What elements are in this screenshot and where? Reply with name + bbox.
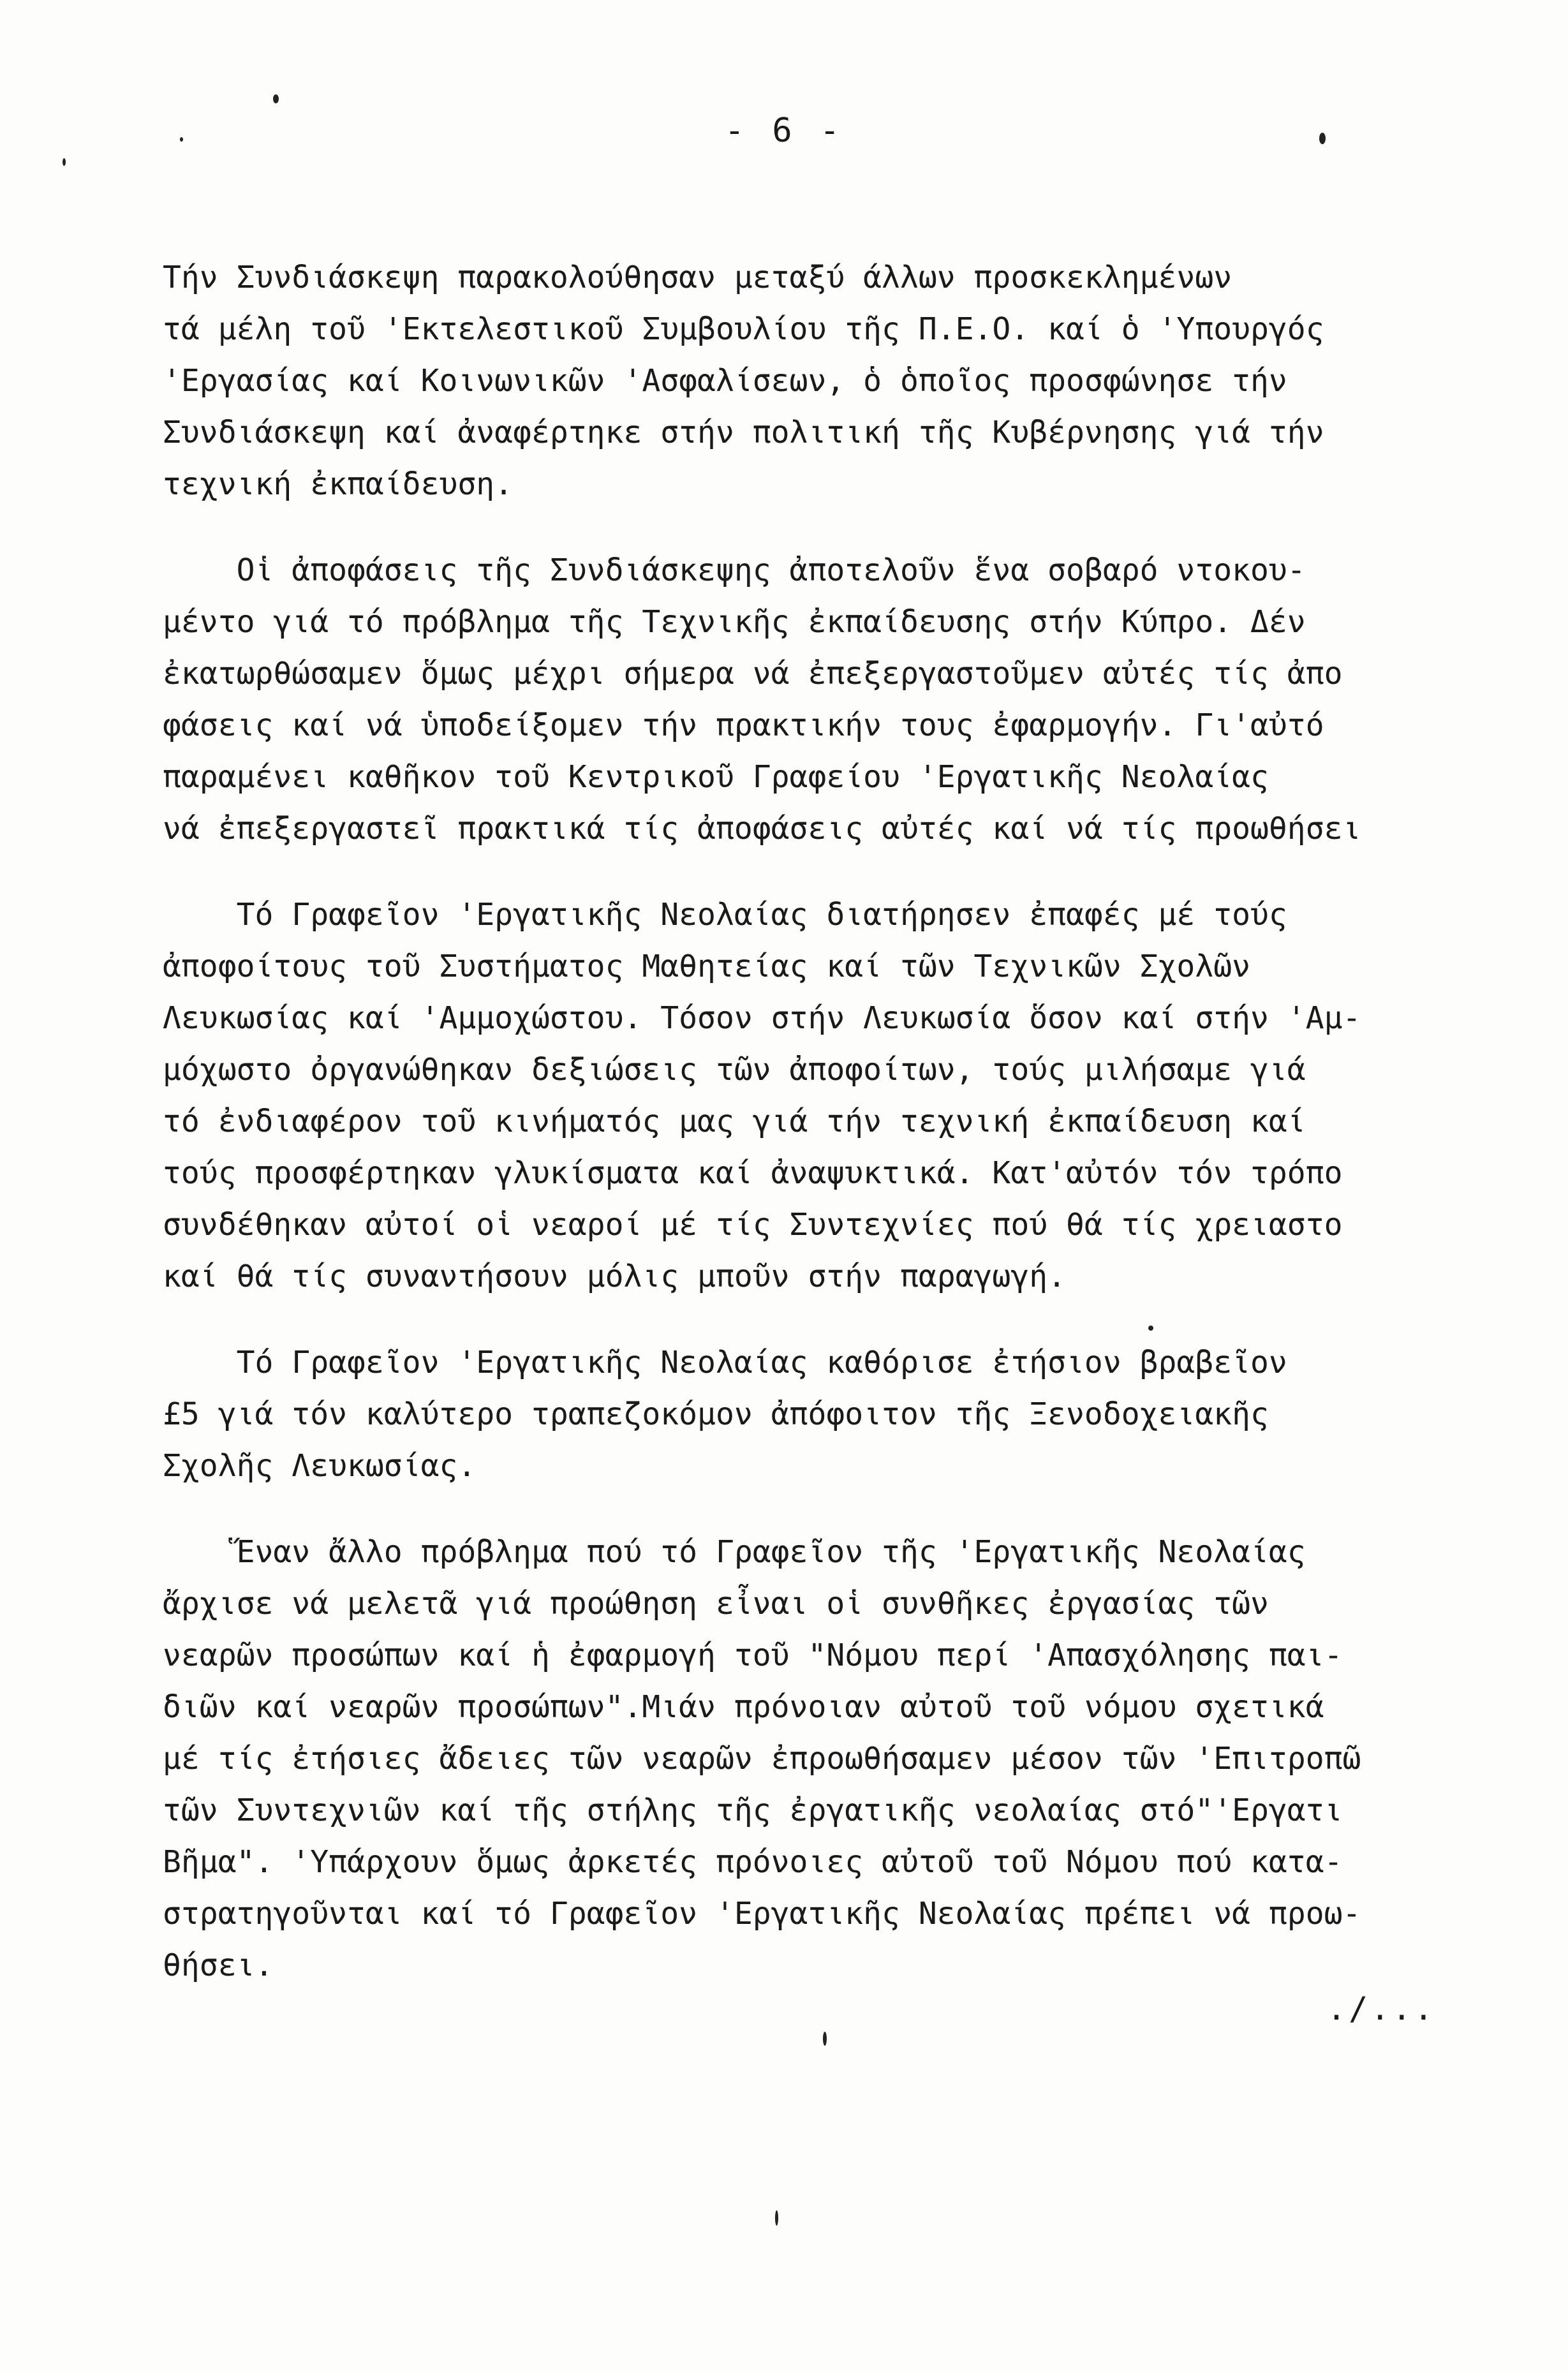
text-line: μόχωστο ὀργανώθηκαν δεξιώσεις τῶν ἀποφοίτων, τούς μιλήσαμε γιά bbox=[163, 1052, 1306, 1088]
text-line: καί θά τίς συναντήσουν μόλις μποῦν στήν παραγωγή. bbox=[163, 1259, 1067, 1294]
text-line: ἀποφοίτους τοῦ Συστήματος Μαθητείας καί τῶν Τεχνικῶν Σχολῶν bbox=[163, 949, 1251, 984]
text-line: τά μέλη τοῦ 'Εκτελεστικοῦ Συμβουλίου τῆς Π.Ε.Ο. καί ὁ 'Υπουργός bbox=[163, 311, 1324, 347]
text-line: στρατηγοῦνται καί τό Γραφεῖον 'Εργατικῆς Νεολαίας πρέπει νά προω- bbox=[163, 1896, 1361, 1932]
text-line: μέ τίς ἐτήσιες ἄδειες τῶν νεαρῶν ἐπροωθήσαμεν μέσον τῶν 'Επιτροπῶ bbox=[163, 1741, 1361, 1777]
text-line: ἄρχισε νά μελετᾶ γιά προώθηση εἶναι οἱ συνθῆκες ἐργασίας τῶν bbox=[163, 1586, 1269, 1622]
text-line: Συνδιάσκεψη καί ἀναφέρτηκε στήν πολιτική τῆς Κυβέρνησης γιά τήν bbox=[163, 415, 1324, 450]
text-line: νεαρῶν προσώπων καί ἡ ἐφαρμογή τοῦ "Νόμου περί 'Απασχόλησης παι- bbox=[163, 1637, 1343, 1673]
scan-speck bbox=[180, 137, 183, 142]
text-line: τούς προσφέρτηκαν γλυκίσματα καί ἀναψυκτικά. Κατ'αὐτόν τόν τρόπο bbox=[163, 1155, 1343, 1191]
paragraph-conference-decisions bbox=[163, 545, 1439, 855]
paragraph-annual-award bbox=[163, 1337, 1439, 1492]
text-line: νά ἐπεξεργαστεῖ πρακτικά τίς ἀποφάσεις αὐτές καί νά τίς προωθήσει bbox=[163, 811, 1361, 846]
text-line: συνδέθηκαν αὐτοί οἱ νεαροί μέ τίς Συντεχνίες πού θά τίς χρειαστο bbox=[163, 1207, 1343, 1243]
scan-speck bbox=[823, 2032, 827, 2046]
paragraph-graduate-contacts bbox=[163, 889, 1439, 1303]
text-line: Ἕναν ἄλλο πρόβλημα πού τό Γραφεῖον τῆς 'Εργατικῆς Νεολαίας bbox=[163, 1534, 1306, 1570]
text-line: φάσεις καί νά ὑποδείξομεν τήν πρακτικήν τους ἐφαρμογήν. Γι'αὐτό bbox=[163, 707, 1324, 743]
text-line: Βῆμα". 'Υπάρχουν ὅμως ἀρκετές πρόνοιες αὐτοῦ τοῦ Νόμου πού κατα- bbox=[163, 1844, 1343, 1880]
text-line: τῶν Συντεχνιῶν καί τῆς στήλης τῆς ἐργατικῆς νεολαίας στό"'Εργατι bbox=[163, 1793, 1343, 1828]
scan-speck bbox=[273, 94, 279, 103]
scan-speck bbox=[1319, 133, 1326, 144]
text-line: μέντο γιά τό πρόβλημα τῆς Τεχνικῆς ἐκπαίδευσης στήν Κύπρο. Δέν bbox=[163, 604, 1306, 640]
text-line: Τό Γραφεῖον 'Εργατικῆς Νεολαίας διατήρησεν ἐπαφές μέ τούς bbox=[163, 897, 1287, 933]
paragraph-conference-attendees bbox=[163, 252, 1439, 510]
scan-speck bbox=[1148, 1326, 1153, 1331]
text-line: £5 γιά τόν καλύτερο τραπεζοκόμον ἀπόφοιτον τῆς Ξενοδοχειακῆς bbox=[163, 1396, 1269, 1432]
text-line: διῶν καί νεαρῶν προσώπων".Μιάν πρόνοιαν αὐτοῦ τοῦ νόμου σχετικά bbox=[163, 1689, 1324, 1725]
continuation-mark: ./... bbox=[1327, 1990, 1436, 2027]
page-number: - 6 - bbox=[724, 112, 844, 150]
text-line: τεχνική ἐκπαίδευση. bbox=[163, 466, 514, 502]
text-line: Τήν Συνδιάσκεψη παρακολούθησαν μεταξύ άλλων προσκεκλημένων bbox=[163, 260, 1232, 295]
text-line: παραμένει καθῆκον τοῦ Κεντρικοῦ Γραφείου 'Εργατικῆς Νεολαίας bbox=[163, 759, 1269, 795]
text-line: θήσει. bbox=[163, 1948, 274, 1983]
text-line: Λευκωσίας καί 'Αμμοχώστου. Τόσον στήν Λευκωσία ὅσον καί στήν 'Αμ- bbox=[163, 1000, 1361, 1036]
text-line: Σχολῆς Λευκωσίας. bbox=[163, 1448, 477, 1484]
paragraph-working-conditions bbox=[163, 1527, 1439, 1992]
text-line: τό ἐνδιαφέρον τοῦ κινήματός μας γιά τήν τεχνική ἐκπαίδευση καί bbox=[163, 1104, 1306, 1139]
scan-speck bbox=[775, 2210, 778, 2226]
text-line: Οἱ ἀποφάσεις τῆς Συνδιάσκεψης ἀποτελοῦν ἕνα σοβαρό ντοκου- bbox=[163, 552, 1306, 588]
document-body bbox=[163, 252, 1439, 1992]
text-line: 'Εργασίας καί Κοινωνικῶν 'Ασφαλίσεων, ὁ ὁποῖος προσφώνησε τήν bbox=[163, 363, 1287, 399]
text-line: Τό Γραφεῖον 'Εργατικῆς Νεολαίας καθόρισε ἐτήσιον βραβεῖον bbox=[163, 1345, 1287, 1380]
text-line: ἐκατωρθώσαμεν ὅμως μέχρι σήμερα νά ἐπεξεργαστοῦμεν αὐτές τίς ἀπο bbox=[163, 656, 1343, 691]
scan-speck bbox=[63, 158, 66, 166]
